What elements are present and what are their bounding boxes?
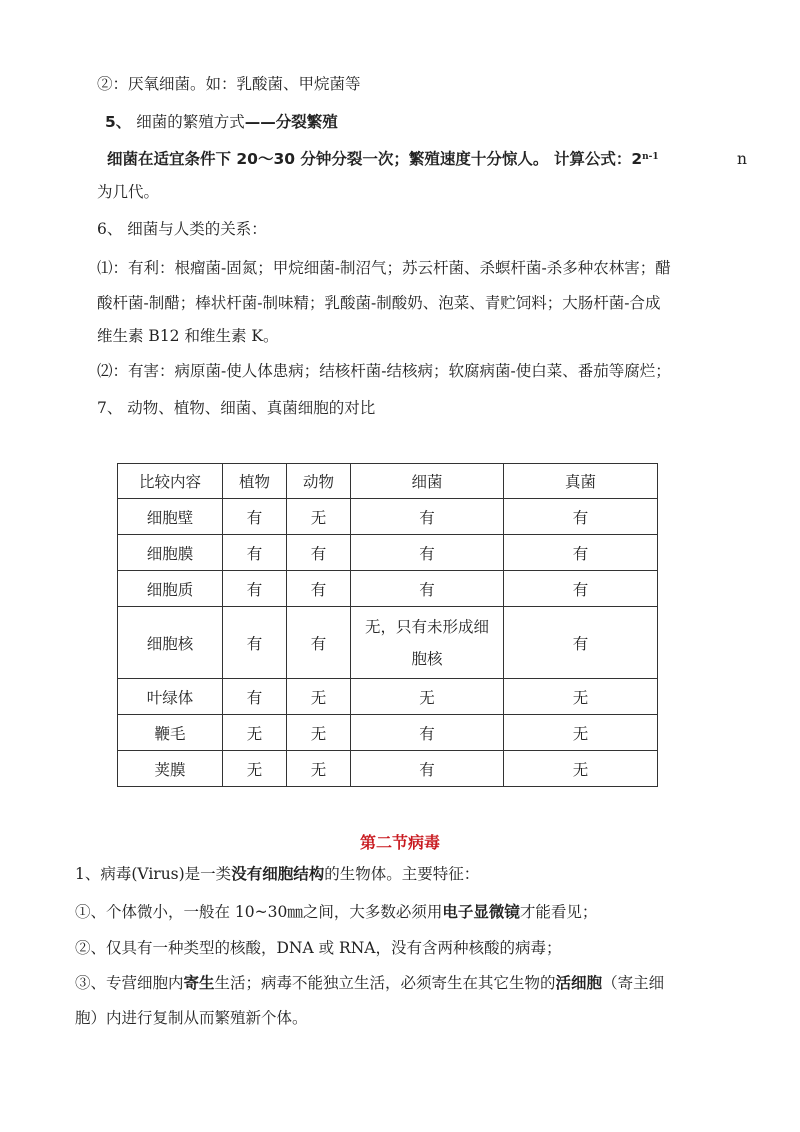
table-header: 植物 (223, 464, 287, 499)
table-cell: 有 (223, 607, 287, 679)
table-cell: 有 (287, 607, 351, 679)
table-cell: 有 (504, 571, 658, 607)
virus-feature-1-c: 才能看见； (519, 903, 598, 921)
comparison-table (117, 463, 658, 787)
table-cell: 叶绿体 (118, 679, 223, 715)
table-cell: 无 (351, 679, 504, 715)
table-cell: 有 (223, 571, 287, 607)
table-cell: 有 (287, 571, 351, 607)
table-row (118, 607, 658, 679)
formula-exponent: n-1 (642, 152, 659, 162)
virus-feature-3-a: ③、专营细胞内 (75, 974, 184, 992)
paragraph-beneficial-3: 维生素 B12 和维生素 K。 (97, 327, 279, 345)
section-title: 第二节病毒 (359, 833, 440, 852)
virus-feature-1-a: ①、个体微小，一般在 10~30㎜之间，大多数必须用 (75, 903, 443, 921)
paragraph-division-rate (107, 148, 747, 170)
table-cell: 有 (504, 535, 658, 571)
heading-comparison: 7、 动物、植物、细菌、真菌细胞的对比 (97, 399, 376, 417)
virus-feature-3-bold1: 寄生 (183, 974, 215, 992)
table-header: 真菌 (504, 464, 658, 499)
table-row (118, 499, 658, 535)
heading-relations: 6、 细菌与人类的关系： (97, 220, 267, 238)
table-cell: 无 (223, 715, 287, 751)
formula-n: n (737, 150, 747, 168)
table-cell: 鞭毛 (118, 715, 223, 751)
paragraph-beneficial-2: 酸杆菌-制醋；棒状杆菌-制味精；乳酸菌-制酸奶、泡菜、青贮饲料；大肠杆菌-合成 (97, 294, 661, 312)
virus-feature-3-e: （寄主细 (602, 974, 665, 992)
table-cell: 细胞壁 (118, 499, 223, 535)
table-cell: 有 (351, 715, 504, 751)
paragraph-beneficial-1: ⑴：有利：根瘤菌-固氮；甲烷细菌-制沼气；苏云杆菌、杀螟杆菌-杀多种农林害；醋 (97, 259, 671, 277)
virus-feature-1-bold: 电子显微镜 (442, 903, 520, 921)
table-cell: 无 (287, 751, 351, 787)
table-row (118, 751, 658, 787)
table-cell: 无 (504, 751, 658, 787)
table-cell: 有 (504, 499, 658, 535)
heading-number: 5、 (105, 113, 132, 131)
table-row (118, 715, 658, 751)
table-cell: 无 (223, 751, 287, 787)
paragraph-generations: 为几代。 (97, 183, 160, 201)
virus-feature-2: ②、仅具有一种类型的核酸，DNA 或 RNA，没有含两种核酸的病毒； (75, 939, 562, 957)
virus-feature-3-c: 生活；病毒不能独立生活，必须寄生在其它生物的 (214, 974, 556, 992)
table-header: 细菌 (351, 464, 504, 499)
table-cell: 无，只有未形成细胞核 (351, 607, 504, 679)
heading-reproduction (105, 111, 338, 133)
virus-definition-a: 1、病毒(Virus)是一类 (75, 865, 232, 883)
virus-feature-1 (75, 901, 597, 923)
table-cell: 无 (287, 679, 351, 715)
table-cell: 无 (287, 499, 351, 535)
table-cell: 有 (351, 751, 504, 787)
virus-feature-3 (75, 972, 664, 994)
heading-bold: ——分裂繁殖 (244, 113, 338, 131)
table-row (118, 679, 658, 715)
table-cell: 有 (223, 499, 287, 535)
table-cell: 细胞核 (118, 607, 223, 679)
table-row (118, 571, 658, 607)
table-cell: 无 (287, 715, 351, 751)
paragraph-anaerobic: ②：厌氧细菌。如：乳酸菌、甲烷菌等 (97, 75, 361, 93)
table-header: 比较内容 (118, 464, 223, 499)
division-rate-text: 细菌在适宜条件下 20～30 分钟分裂一次；繁殖速度十分惊人。 计算公式：2 (107, 150, 643, 168)
virus-definition-c: 的生物体。主要特征： (324, 865, 480, 883)
table-cell: 细胞膜 (118, 535, 223, 571)
virus-definition (75, 863, 479, 885)
paragraph-harmful: ⑵：有害：病原菌-使人体患病；结核杆菌-结核病；软腐病菌-使白菜、番茄等腐烂； (97, 362, 671, 380)
table-cell: 荚膜 (118, 751, 223, 787)
table-cell: 有 (351, 499, 504, 535)
table-cell: 细胞质 (118, 571, 223, 607)
virus-definition-bold: 没有细胞结构 (231, 865, 325, 883)
table-cell: 有 (351, 535, 504, 571)
table-cell: 有 (504, 607, 658, 679)
heading-text: 细菌的繁殖方式 (136, 113, 245, 131)
table-cell: 无 (504, 715, 658, 751)
virus-feature-3-bold2: 活细胞 (555, 974, 603, 992)
virus-feature-3-cont: 胞）内进行复制从而繁殖新个体。 (75, 1009, 308, 1027)
table-cell: 无 (504, 679, 658, 715)
table-row (118, 535, 658, 571)
table-cell: 有 (287, 535, 351, 571)
table-cell: 有 (351, 571, 504, 607)
table-cell: 有 (223, 535, 287, 571)
table-header-row (118, 464, 658, 499)
table-cell: 有 (223, 679, 287, 715)
table-header: 动物 (287, 464, 351, 499)
